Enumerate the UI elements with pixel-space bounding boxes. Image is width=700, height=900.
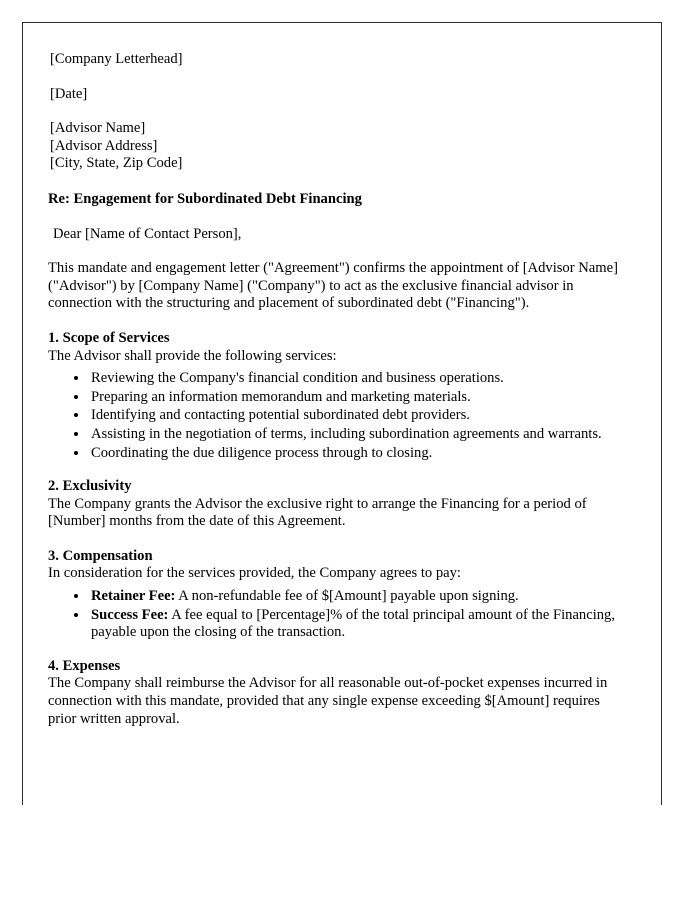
list-item-text: Preparing an information memorandum and marketing materials. [91,388,471,405]
spacer [48,642,628,658]
success-fee-text: A fee equal to [Percentage]% of the total principal amount of the Financing, payable upon the closing of the transaction. [91,606,615,641]
section-heading-exclusivity: 2. Exclusivity [48,478,132,495]
success-fee-label: Success Fee: [91,606,169,623]
list-item [89,587,628,606]
list-item-text: Reviewing the Company's financial condition and business operations. [91,370,504,387]
list-item [89,369,628,388]
spacer [48,209,628,226]
intro-paragraph: This mandate and engagement letter ("Agreement") confirms the appointment of [Advisor Name] ("Advisor") by [Company Name] ("Company") to act as the exclusive financial advisor in connection with the structuring and placement of subordinated debt ("Financing"). [48,260,618,312]
list-item-text: Assisting in the negotiation of terms, including subordination agreements and warrants. [91,425,602,442]
spacer [50,69,628,86]
list-item [89,444,628,463]
retainer-fee-label: Retainer Fee: [91,588,176,605]
spacer [50,103,628,120]
spacer [48,531,628,548]
date-line: [Date] [50,85,88,102]
section-intro-exclusivity: The Company grants the Advisor the exclusive right to arrange the Financing for a period of [Number] months from the date of this Agreement. [48,495,587,530]
section-intro-compensation: In consideration for the services provided, the Company agrees to pay: [48,565,461,582]
list-item-text: Identifying and contacting potential subordinated debt providers. [91,407,470,424]
list-item [89,406,628,425]
document-page [22,22,662,805]
section-intro-scope-of-services: The Advisor shall provide the following services: [48,347,337,364]
section-intro-expenses: The Company shall reimburse the Advisor for all reasonable out-of-pocket expenses incurred in connection with this mandate, provided that any single expense exceeding $[Amount] requires prior written approval. [48,675,608,727]
spacer [48,313,628,330]
retainer-fee-text: A non-refundable fee of $[Amount] payable upon signing. [175,588,519,605]
spacer [48,462,628,478]
document-body [48,51,628,728]
company-letterhead-line: [Company Letterhead] [50,51,183,67]
spacer [48,243,628,260]
recipient-address-line: [Advisor Address] [50,137,158,154]
bullet-list-scope-of-services [48,369,628,462]
spacer [48,173,628,191]
section-heading-compensation: 3. Compensation [48,547,153,564]
section-heading-expenses: 4. Expenses [48,657,121,674]
letterhead-block [48,51,628,173]
list-item [89,606,628,642]
recipient-city-state-zip-line: [City, State, Zip Code] [50,155,183,172]
list-item [89,425,628,444]
list-item-text: Coordinating the due diligence process through to closing. [91,444,433,461]
recipient-name-line: [Advisor Name] [50,120,146,137]
list-item [89,388,628,407]
salutation-line: Dear [Name of Contact Person], [53,225,242,242]
subject-line: Re: Engagement for Subordinated Debt Financing [48,190,362,207]
bullet-list-compensation [48,587,628,642]
section-heading-scope-of-services: 1. Scope of Services [48,329,170,346]
